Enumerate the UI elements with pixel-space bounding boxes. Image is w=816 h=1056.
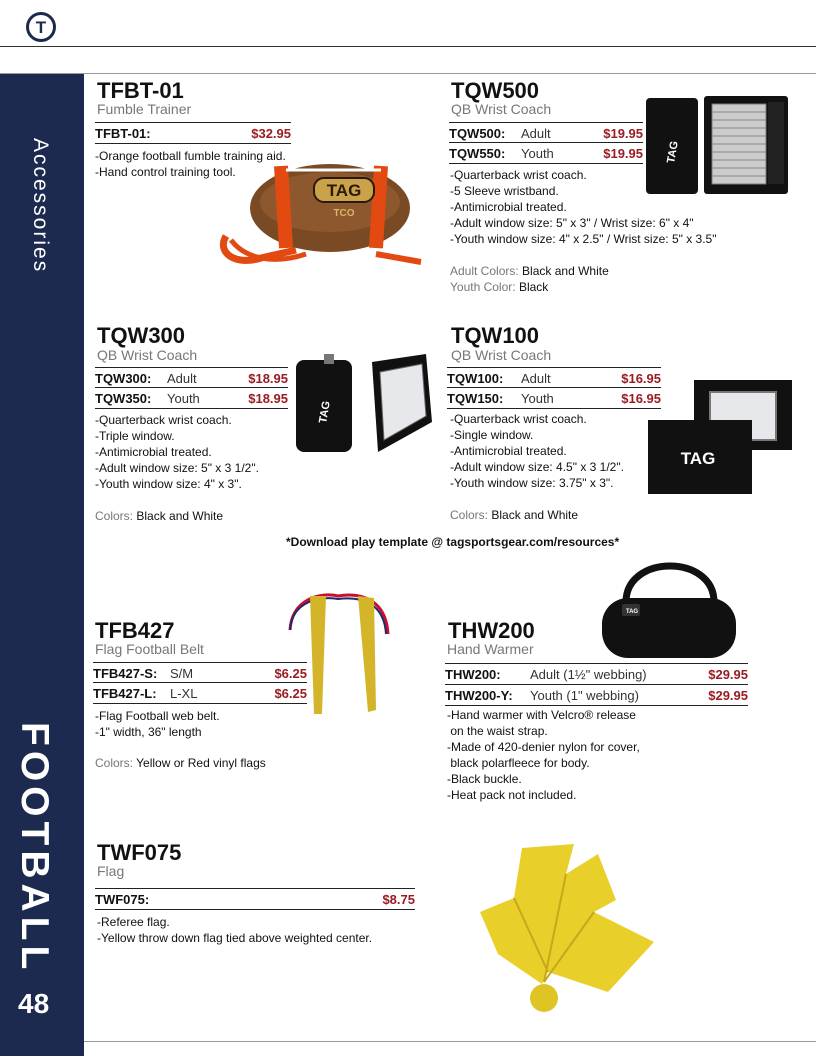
description-line: -Heat pack not included. xyxy=(447,788,577,802)
size-variant: Adult xyxy=(521,371,551,386)
sku-code: TFB427-S: xyxy=(93,666,158,681)
product-description xyxy=(95,412,259,492)
price-value: $18.95 xyxy=(248,371,288,386)
wrist-coach-tqw500-image xyxy=(644,94,792,198)
description-line: -Youth window size: 3.75" x 3". xyxy=(450,476,614,490)
description-line: -Hand warmer with Velcro® release xyxy=(447,708,636,722)
flag-belt-image xyxy=(282,588,394,716)
size-variant: Youth (1" webbing) xyxy=(530,688,639,703)
sku-code: TQW150: xyxy=(447,391,504,406)
product-subtitle: Flag xyxy=(97,863,125,879)
price-row xyxy=(445,663,748,684)
description-line: -Black buckle. xyxy=(447,772,522,786)
color-line xyxy=(450,264,609,278)
price-value: $19.95 xyxy=(603,126,643,141)
description-line: -Made of 420-denier nylon for cover, xyxy=(447,740,640,754)
price-row xyxy=(95,122,291,144)
header-rule-secondary xyxy=(0,73,816,74)
size-variant: Adult xyxy=(521,126,551,141)
price-value: $32.95 xyxy=(251,126,291,141)
product-description xyxy=(447,707,640,803)
page-number: 48 xyxy=(18,988,50,1019)
color-label: Colors: xyxy=(95,509,134,523)
color-label: Youth Color: xyxy=(450,280,516,294)
color-value: Yellow or Red vinyl flags xyxy=(136,756,266,770)
price-row xyxy=(445,684,748,706)
product-subtitle: QB Wrist Coach xyxy=(451,347,552,363)
product-subtitle: QB Wrist Coach xyxy=(451,101,552,117)
description-line: -Adult window size: 5" x 3" / Wrist size: 6" x 4" xyxy=(450,216,694,230)
product-title: TQW300 xyxy=(97,323,186,348)
price-row xyxy=(95,387,288,409)
footer-rule xyxy=(84,1041,816,1042)
description-line: -Yellow throw down flag tied above weighted center. xyxy=(97,931,373,945)
product-title: TQW100 xyxy=(451,323,540,348)
color-value: Black and White xyxy=(522,264,609,278)
price-row xyxy=(447,387,661,409)
sku-code: THW200-Y: xyxy=(445,688,513,703)
size-variant: Adult xyxy=(167,371,197,386)
product-subtitle: QB Wrist Coach xyxy=(97,347,198,363)
product-description xyxy=(450,411,624,491)
color-label: Adult Colors: xyxy=(450,264,519,278)
description-line: -Quarterback wrist coach. xyxy=(95,413,232,427)
description-line: -Triple window. xyxy=(95,429,175,443)
price-row xyxy=(93,682,307,704)
svg-text:TAG: TAG xyxy=(665,140,681,165)
description-line: -Orange football fumble training aid. xyxy=(95,149,286,163)
size-variant: L-XL xyxy=(170,686,198,701)
price-value: $29.95 xyxy=(708,667,748,682)
sku-code: TQW300: xyxy=(95,371,152,386)
sku-code: TFBT-01: xyxy=(95,126,151,141)
color-value: Black xyxy=(518,280,549,294)
sku-code: TQW500: xyxy=(449,126,506,141)
price-value: $29.95 xyxy=(708,688,748,703)
price-value: $18.95 xyxy=(248,391,288,406)
description-line: -Antimicrobial treated. xyxy=(95,445,212,459)
price-row xyxy=(449,142,643,164)
description-line: -Referee flag. xyxy=(97,915,170,929)
description-line: -Quarterback wrist coach. xyxy=(450,412,587,426)
description-line: -Quarterback wrist coach. xyxy=(450,168,587,182)
description-line: -Adult window size: 5" x 3 1/2". xyxy=(95,461,259,475)
price-row xyxy=(447,367,661,388)
description-line: on the waist strap. xyxy=(447,724,548,738)
color-line xyxy=(450,280,609,294)
price-value: $8.75 xyxy=(382,892,415,907)
price-row xyxy=(95,367,288,388)
color-value: Black and White xyxy=(136,509,224,523)
description-line: -1" width, 36" length xyxy=(95,725,202,739)
size-variant: Youth xyxy=(521,391,554,406)
color-label: Colors: xyxy=(95,756,134,770)
description-line: -Youth window size: 4" x 3". xyxy=(95,477,242,491)
product-description xyxy=(95,708,220,740)
sku-code: TWF075: xyxy=(95,892,150,907)
price-row xyxy=(93,662,307,683)
product-subtitle: Fumble Trainer xyxy=(97,101,192,117)
fumble-trainer-image xyxy=(216,158,438,270)
color-info xyxy=(95,509,223,523)
product-title: TFBT-01 xyxy=(97,78,184,103)
product-title: TFB427 xyxy=(95,618,175,643)
wrist-coach-tqw300-image xyxy=(294,352,434,458)
svg-text:TAG: TAG xyxy=(680,449,716,468)
sku-code: TQW550: xyxy=(449,146,506,161)
size-variant: S/M xyxy=(170,666,194,681)
product-title: TWF075 xyxy=(97,840,182,865)
product-title: THW200 xyxy=(448,618,535,643)
price-value: $6.25 xyxy=(274,666,307,681)
description-line: -Hand control training tool. xyxy=(95,165,236,179)
color-value: Black and White xyxy=(491,508,579,522)
description-line: -Antimicrobial treated. xyxy=(450,444,567,458)
svg-text:TCO: TCO xyxy=(333,208,355,219)
download-banner: *Download play template @ tagsportsgear.com/resources* xyxy=(286,535,620,549)
price-value: $16.95 xyxy=(621,391,661,406)
color-info xyxy=(450,264,609,294)
description-line: -Flag Football web belt. xyxy=(95,709,220,723)
referee-flag-image xyxy=(478,842,654,1018)
size-variant: Youth xyxy=(521,146,554,161)
description-line: -Antimicrobial treated. xyxy=(450,200,567,214)
svg-text:TAG: TAG xyxy=(317,400,333,425)
color-label: Colors: xyxy=(450,508,489,522)
product-subtitle: Flag Football Belt xyxy=(95,641,204,657)
description-line: -5 Sleeve wristband. xyxy=(450,184,559,198)
price-value: $6.25 xyxy=(274,686,307,701)
description-line: -Adult window size: 4.5" x 3 1/2". xyxy=(450,460,624,474)
header-rule xyxy=(0,46,816,47)
price-row xyxy=(449,122,643,143)
size-variant: Youth xyxy=(167,391,200,406)
brand-logo-icon xyxy=(26,12,56,42)
price-value: $16.95 xyxy=(621,371,661,386)
sku-code: TQW350: xyxy=(95,391,152,406)
sku-code: THW200: xyxy=(445,667,501,682)
price-value: $19.95 xyxy=(603,146,643,161)
wrist-coach-tqw100-image xyxy=(646,378,796,496)
color-info xyxy=(95,756,266,770)
svg-text:TAG: TAG xyxy=(625,609,639,615)
price-row xyxy=(95,888,415,910)
description-line: -Single window. xyxy=(450,428,534,442)
section-sport-label: FOOTBALL xyxy=(13,722,56,975)
sku-code: TQW100: xyxy=(447,371,504,386)
sku-code: TFB427-L: xyxy=(93,686,157,701)
svg-text:TAG: TAG xyxy=(326,181,362,200)
description-line: -Youth window size: 4" x 2.5" / Wrist size: 5" x 3.5" xyxy=(450,232,717,246)
hand-warmer-image xyxy=(596,554,744,664)
size-variant: Adult (1½" webbing) xyxy=(530,667,647,682)
description-line: black polarfleece for body. xyxy=(447,756,590,770)
product-title: TQW500 xyxy=(451,78,540,103)
section-category-label: Accessories xyxy=(29,138,52,274)
svg-text:T: T xyxy=(35,18,47,37)
color-info xyxy=(450,508,578,522)
product-subtitle: Hand Warmer xyxy=(447,641,534,657)
product-description xyxy=(97,914,372,946)
